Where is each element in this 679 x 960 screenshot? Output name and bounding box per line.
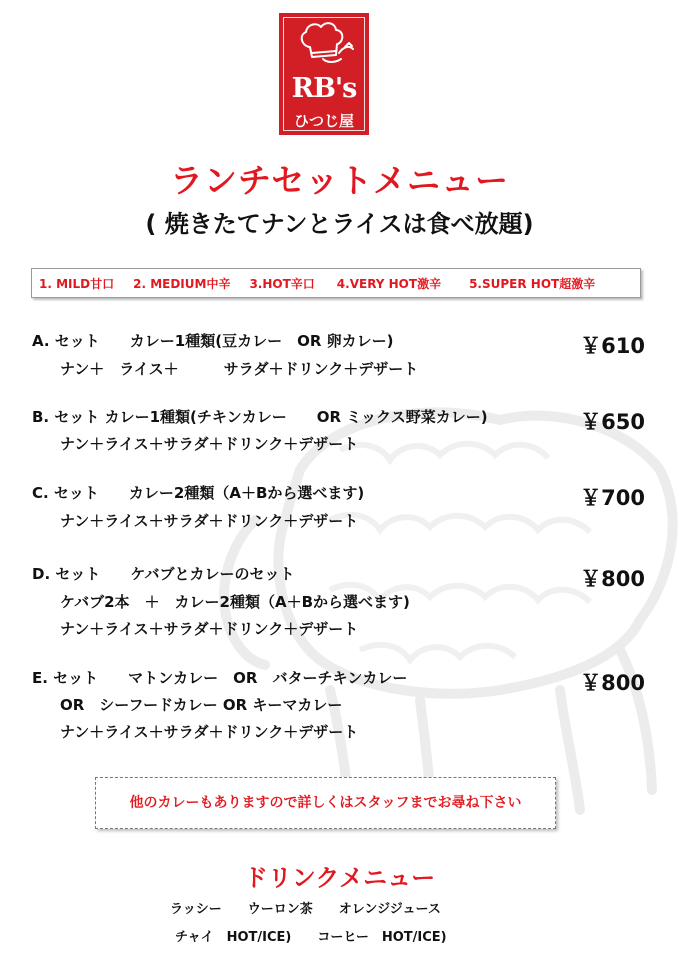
page-subtitle: ( 焼きたてナンとライスは食べ放題) bbox=[145, 210, 534, 238]
set-a-price: ￥610 bbox=[580, 334, 645, 358]
spice-level-1: 1. MILD甘口 bbox=[39, 276, 115, 291]
set-b-line-1: B. セット カレー1種類(チキンカレー OR ミックス野菜カレー) bbox=[32, 408, 488, 426]
set-e-line-1: E. セット マトンカレー OR バターチキンカレー bbox=[32, 669, 408, 687]
set-c-line-1: C. セット カレー2種類（A＋Bから選べます) bbox=[32, 484, 365, 502]
set-a-line-2: ナン＋ ライス＋ サラダ＋ドリンク＋デザート bbox=[60, 360, 419, 378]
set-e-line-2: OR シーフードカレー OR キーマカレー bbox=[60, 696, 343, 714]
page-title: ランチセットメニュー bbox=[169, 161, 509, 200]
set-d-line-1: D. セット ケバブとカレーのセット bbox=[32, 565, 295, 583]
drink-row-1: ラッシー ウーロン茶 オレンジジュース bbox=[170, 902, 441, 917]
set-c-price: ￥700 bbox=[580, 486, 645, 510]
spice-level-2: 2. MEDIUM中辛 bbox=[133, 276, 231, 291]
set-c-line-2: ナン＋ライス＋サラダ＋ドリンク＋デザート bbox=[60, 512, 359, 530]
spice-level-bar bbox=[31, 268, 641, 298]
set-b-line-2: ナン＋ライス＋サラダ＋ドリンク＋デザート bbox=[60, 435, 359, 453]
set-e-price: ￥800 bbox=[580, 671, 645, 695]
set-d-price: ￥800 bbox=[580, 567, 645, 591]
set-d-line-3: ナン＋ライス＋サラダ＋ドリンク＋デザート bbox=[60, 620, 359, 638]
logo-subtext: ひつじ屋 bbox=[293, 112, 354, 130]
spice-level-4: 4.VERY HOT激辛 bbox=[336, 276, 442, 291]
set-d-line-2: ケバブ2本 ＋ カレー2種類（A＋Bから選べます) bbox=[60, 593, 410, 611]
set-b-price: ￥650 bbox=[580, 410, 645, 434]
spice-level-5: 5.SUPER HOT超激辛 bbox=[469, 276, 596, 291]
brand-logo bbox=[279, 13, 369, 135]
drink-row-2: チャイ HOT/ICE) コーヒー HOT/ICE) bbox=[175, 930, 447, 945]
set-a-line-1: A. セット カレー1種類(豆カレー OR 卵カレー) bbox=[32, 332, 394, 350]
logo-text: RB's bbox=[291, 73, 357, 104]
spice-level-3: 3.HOT辛口 bbox=[249, 276, 315, 291]
staff-notice: 他のカレーもありますので詳しくはスタッフまでお尋ね下さい bbox=[95, 777, 556, 829]
drink-menu-title: ドリンクメニュー bbox=[243, 864, 436, 892]
set-e-line-3: ナン＋ライス＋サラダ＋ドリンク＋デザート bbox=[60, 723, 359, 741]
